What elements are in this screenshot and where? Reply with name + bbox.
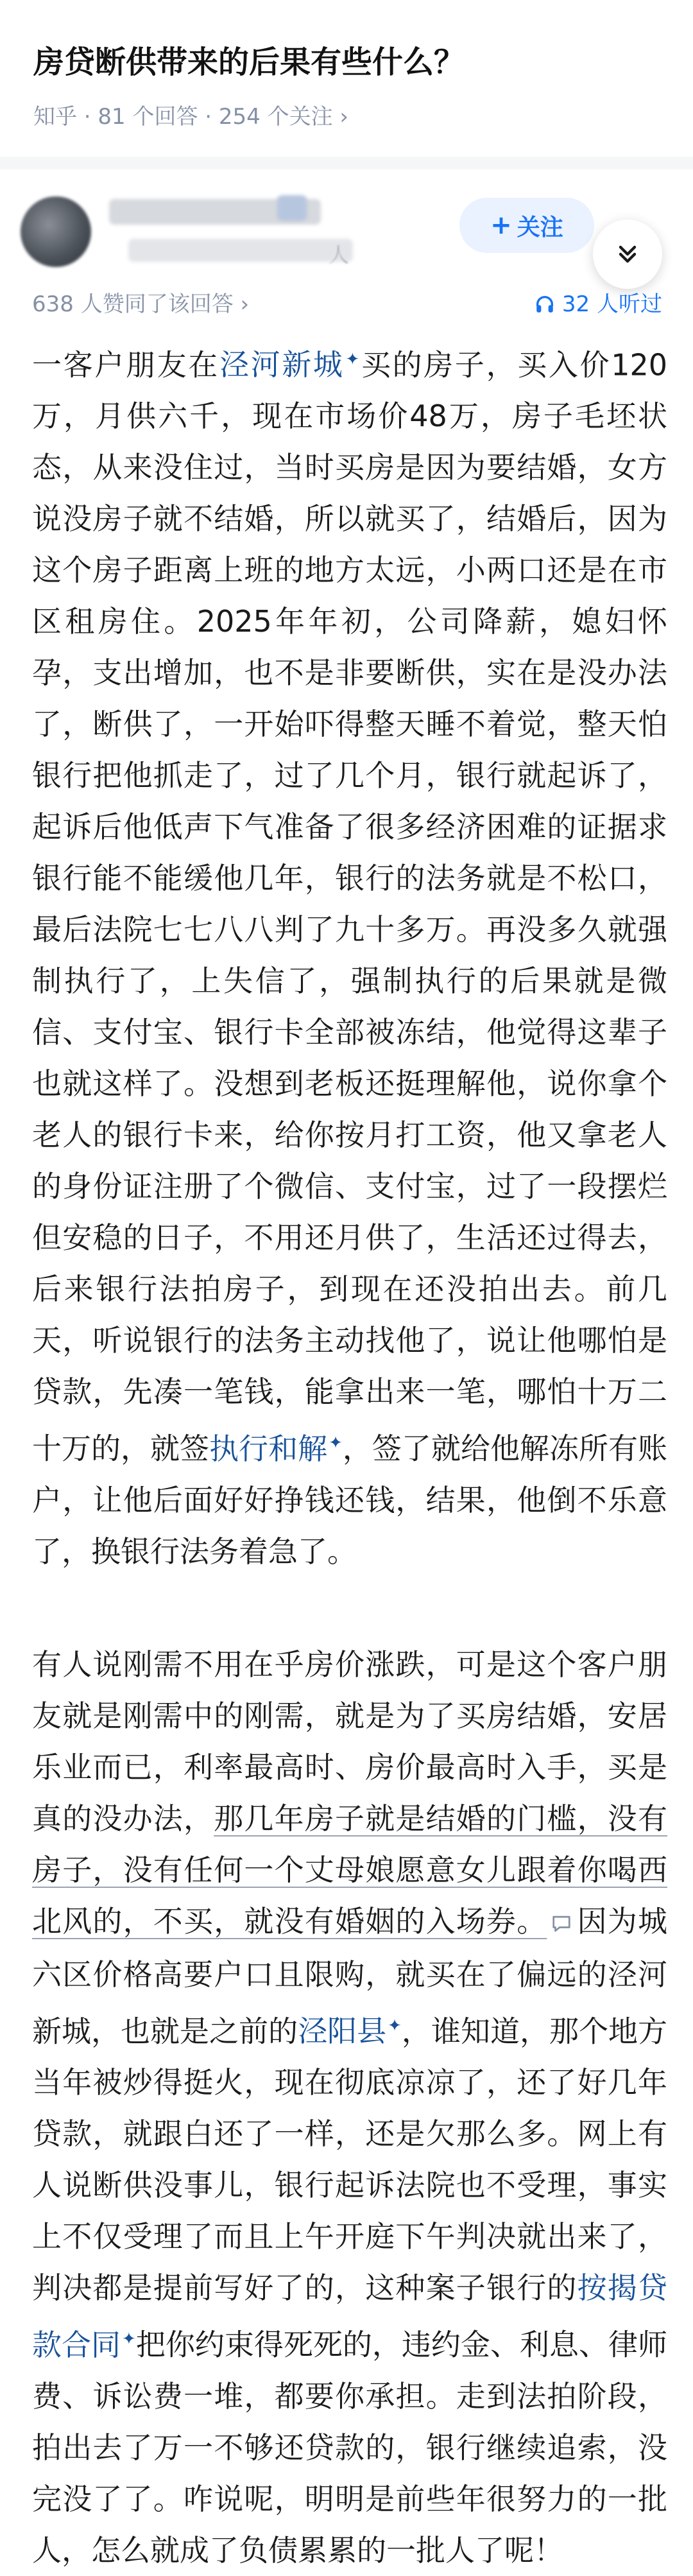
search-link-star-icon: ✦: [122, 2330, 136, 2349]
link-text: 执行和解: [209, 1431, 328, 1466]
search-link-star-icon: ✦: [329, 1433, 343, 1453]
plus-icon: +: [490, 211, 512, 240]
text-segment: 买的房子，买入价120万，月供六千，现在市场价48万，房子毛坯状态，从来没住过，当时买房是因为要结婚，女方说没房子就不结婚，所以就买了，结婚后，因为这个房子距离上班的地方太远，小两口还是在市区租房住。2025年年初，公司降薪，媳妇怀孕，支出增加，也不是非要断供，实在是没办法了，断供了，一开始吓得整天睡不着觉，整天怕银行把他抓走了，过了几个月，银行就起诉了，起诉后他低声下气准备了很多经济困难的证据求银行能不能缓他几年，银行的法务就是不松口，最后法院七七八八判了九十多万。再没多久就强制执行了，上失信了，强制执行的后果就是微信、支付宝、银行卡全部被冻结，他觉得这辈子也就这样了。没想到老板还挺理解他，说你拿个老人的银行卡来，给你按月打工资，他又拿老人的身份证注册了个微信、支付宝，过了一段摆烂但安稳的日子，不用还月供了，生活还过得去，后来银行法拍房子，到现在还没拍出去。前几天，听说银行的法务主动找他了，说让他哪怕是贷款，先凑一笔钱，能拿出来一笔，哪怕十万二十万的，就签: [32, 347, 667, 1466]
text-segment: 因为城六区价格高要户口且限购，就买在了偏远的泾河新城，也就是之前的: [32, 1903, 668, 2049]
follow-button[interactable]: [459, 198, 594, 253]
answer-paragraph-2: [32, 1639, 667, 2576]
question-meta[interactable]: 知乎 · 81 个回答 · 254 个关注 ›: [33, 104, 349, 130]
question-title[interactable]: 房贷断供带来的后果有些什么？: [33, 44, 465, 80]
link-jingyang-county[interactable]: [298, 2014, 402, 2048]
follow-label: 关注: [517, 214, 563, 241]
link-text: 泾河新城: [219, 347, 345, 383]
question-header: [0, 0, 693, 149]
link-jinghe-new-city[interactable]: [219, 347, 359, 382]
comment-icon[interactable]: [551, 1897, 572, 1949]
link-execution-settlement[interactable]: [209, 1431, 343, 1466]
text-segment: 有人说刚需不用在乎房价涨跌，可是这个客户朋友就是刚需中的刚需，就是为了买房结婚，安居乐业而已，利率最高时、房价最高时入手，买是真的没办法，: [32, 1647, 667, 1836]
search-link-star-icon: ✦: [345, 350, 360, 369]
avatar[interactable]: [21, 196, 91, 267]
author-badge-blurred: [277, 195, 307, 221]
listen-count[interactable]: [534, 290, 662, 318]
chevron-double-down-icon: [613, 240, 642, 268]
link-text: 泾阳县: [298, 2014, 387, 2049]
highlighted-passage[interactable]: 那几年房子就是结婚的门槛，没有房子，没有任何一个丈母娘愿意女儿跟着你喝西北风的，不买，就没有婚姻的入场券。: [32, 1801, 668, 1939]
agree-count[interactable]: 638 人赞同了该回答 ›: [32, 291, 250, 317]
author-bar: [0, 173, 693, 282]
answer-stats: [0, 286, 693, 322]
section-divider: [0, 157, 693, 169]
text-segment: 一客户朋友在: [32, 347, 219, 383]
answer-content: [32, 334, 667, 2576]
listen-label: 32 人听过: [561, 291, 662, 317]
headphones-icon: [534, 293, 556, 315]
text-segment: 把你约束得死死的，违约金、利息、律师费、诉讼费一堆，都要你承担。走到法拍阶段，拍出去了万一不够还贷款的，银行继续追索，没完没了了。咋说呢，明明是前些年很努力的一批人，怎么就成了负债累累的一批人了呢！: [32, 2327, 668, 2568]
search-link-star-icon: ✦: [388, 2016, 402, 2036]
text-segment: ，签了就给他解冻所有账户，让他后面好好挣钱还钱，结果，他倒不乐意了，换银行法务着急了。: [32, 1431, 668, 1569]
answer-paragraph-1: [32, 334, 667, 1577]
author-bio-tail: 人: [329, 243, 350, 267]
link-text: 按揭贷款合同: [32, 2270, 668, 2362]
author-bio-blurred: [128, 239, 353, 262]
collapse-button[interactable]: [593, 220, 662, 289]
text-segment: ，谁知道，那个地方当年被炒得挺火，现在彻底凉凉了，还了好几年贷款，就跟白还了一样，还是欠那么多。网上有人说断供没事儿，银行起诉法院也不受理，事实上不仅受理了而且上午开庭下午判决就出来了，判决都是提前写好了的，这种案子银行的: [32, 2014, 668, 2306]
